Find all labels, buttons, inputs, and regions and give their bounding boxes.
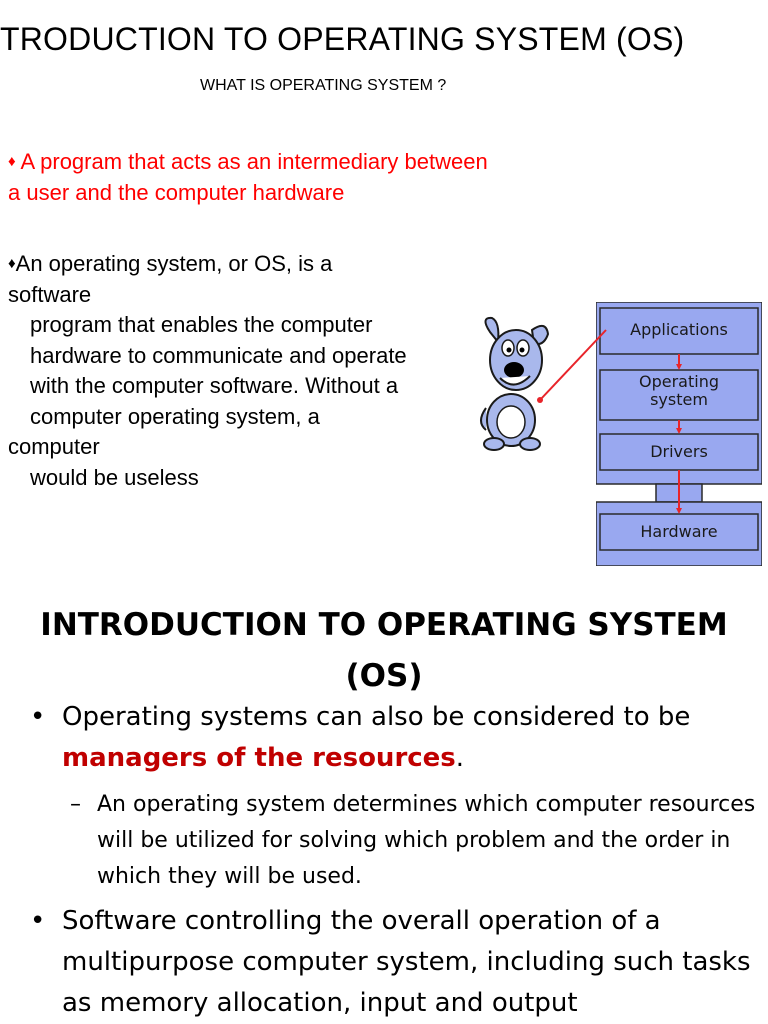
body-line: computer [8,434,100,459]
bullet-software-controlling: • Software controlling the overall operation of a multipurpose computer system, including such tasks as memory allocation, input and output [30,901,760,1024]
sub-bullet-resource-allocation: – An operating system determines which computer resources will be utilized for solving which problem and the order in which they will be used. [70,787,760,895]
bullet-resource-managers: • Operating systems can also be considered to be managers of the resources. [30,697,760,779]
body-line: computer operating system, a [30,403,320,429]
emphasis-text: managers of the resources [62,743,456,773]
body-line: would be useless [30,464,199,490]
layer-hardware: Hardware [640,522,718,541]
slide1-subtitle: WHAT IS OPERATING SYSTEM ? [200,77,447,94]
dash-bullet-icon: – [70,792,81,817]
body-line: hardware to communicate and operate [30,342,407,368]
body-line: with the computer software. Without a [30,373,399,398]
diamond-bullet-icon: ♦ [8,153,16,170]
bullet-dot-icon: • [30,906,46,936]
layer-operating-system: Operating system [639,372,719,409]
red-definition-text: A program that acts as an intermediary between a user and the computer hardware [8,149,488,205]
body-line: program that enables the computer [30,312,373,337]
bullet-dot-icon: • [30,702,46,732]
layer-drivers: Drivers [650,442,708,461]
layer-applications: Applications [630,320,728,339]
diamond-bullet-icon: ♦ [8,255,16,272]
body-line: ♦An operating system, or OS, is a [8,251,333,276]
slide2-title: INTRODUCTION TO OPERATING SYSTEM (OS) [40,607,728,694]
body-line: software [8,281,92,307]
slide1-title: TRODUCTION TO OPERATING SYSTEM (OS) [0,21,685,57]
